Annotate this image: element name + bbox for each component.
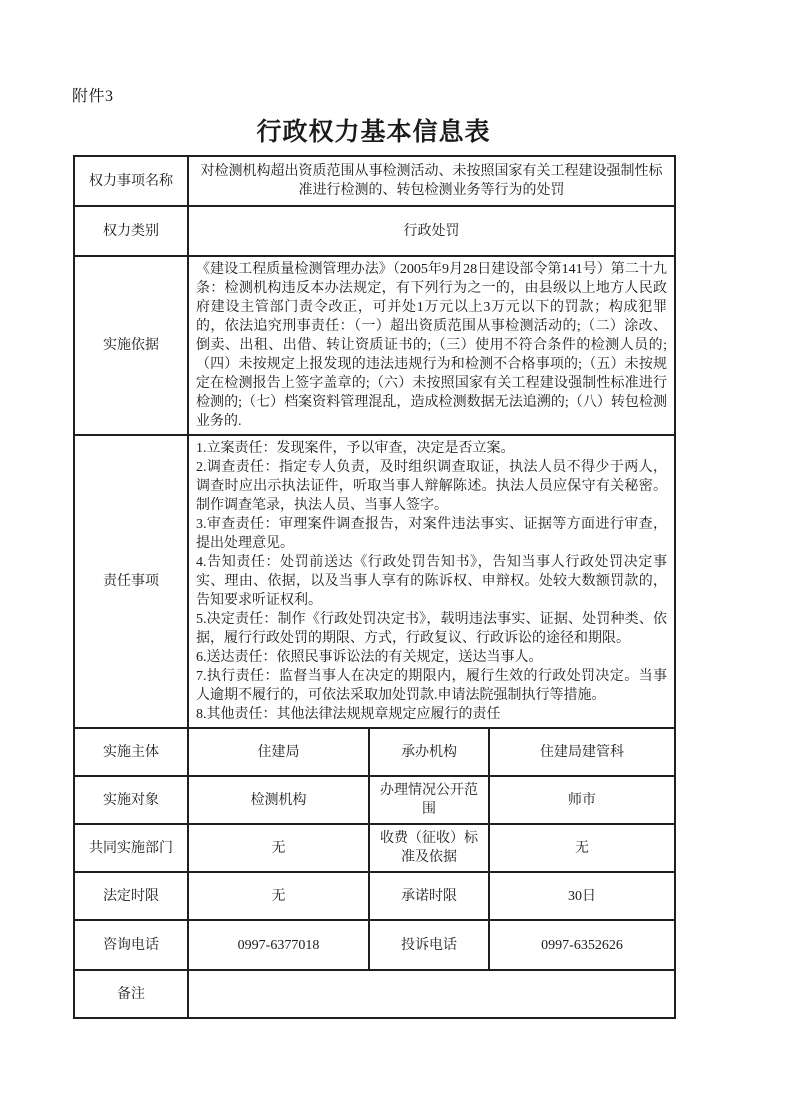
- item-name-value: 对检测机构超出资质范围从事检测活动、未按照国家有关工程建设强制性标准进行检测的、转包检测业务等行为的处罚: [188, 156, 675, 206]
- row-phones: [74, 920, 675, 970]
- duties-label: 责任事项: [74, 435, 188, 728]
- duty-item-2: 2.调查责任：指定专人负责，及时组织调查取证，执法人员不得少于两人，调查时应出示执法证件，听取当事人辩解陈述。执法人员应保守有关秘密。制作调查笔录，执法人员、当事人签字。: [196, 460, 667, 513]
- legal-limit-value: 无: [188, 872, 369, 920]
- page-title: 行政权力基本信息表: [256, 119, 491, 146]
- duties-value: [188, 435, 675, 728]
- disclosure-label: 办理情况公开范围: [369, 776, 489, 824]
- remark-label: 备注: [74, 970, 188, 1018]
- legal-basis-label: 实施依据: [74, 256, 188, 435]
- info-table: [73, 155, 676, 1019]
- duty-item-6: 6.送达责任：依照民事诉讼法的有关规定，送达当事人。: [196, 650, 543, 665]
- duty-item-4: 4.告知责任：处罚前送达《行政处罚告知书》，告知当事人行政处罚决定事实、理由、依据，以及当事人享有的陈诉权、申辩权。处较大数额罚款的，告知要求听证权利。: [196, 555, 667, 608]
- power-type-value: 行政处罚: [188, 206, 675, 256]
- promise-limit-value: 30日: [489, 872, 675, 920]
- consult-phone-value: 0997-6377018: [188, 920, 369, 970]
- duty-item-7: 7.执行责任：监督当事人在决定的期限内，履行生效的行政处罚决定。当事人逾期不履行的，可依法采取加处罚款.申请法院强制执行等措施。: [196, 669, 667, 703]
- fee-value: 无: [489, 824, 675, 872]
- joint-value: 无: [188, 824, 369, 872]
- row-duties: [74, 435, 675, 728]
- row-power-type: [74, 206, 675, 256]
- complaint-phone-label: 投诉电话: [369, 920, 489, 970]
- row-time-limit: [74, 872, 675, 920]
- implementer-value: 住建局: [188, 728, 369, 776]
- duty-item-3: 3.审查责任：审理案件调查报告，对案件违法事实、证据等方面进行审查，提出处理意见。: [196, 517, 667, 551]
- disclosure-value: 师市: [489, 776, 675, 824]
- remark-value: [188, 970, 675, 1018]
- target-value: 检测机构: [188, 776, 369, 824]
- promise-limit-label: 承诺时限: [369, 872, 489, 920]
- duty-item-5: 5.决定责任：制作《行政处罚决定书》，载明违法事实、证据、处罚种类、依据，履行行政处罚的期限、方式，行政复议、行政诉讼的途径和期限。: [196, 612, 667, 646]
- duty-item-1: 1.立案责任：发现案件，予以审查，决定是否立案。: [196, 441, 515, 456]
- legal-limit-label: 法定时限: [74, 872, 188, 920]
- row-implementer: [74, 728, 675, 776]
- row-item-name: [74, 156, 675, 206]
- undertaker-label: 承办机构: [369, 728, 489, 776]
- consult-phone-label: 咨询电话: [74, 920, 188, 970]
- legal-basis-value: 《建设工程质量检测管理办法》（2005年9月28日建设部令第141号）第二十九条：检测机构违反本办法规定，有下列行为之一的，由县级以上地方人民政府建设主管部门责令改正，可并处1万元以上3万元以下的罚款；构成犯罪的，依法追究刑事责任：（一）超出资质范围从事检测活动的;（二）涂改、倒卖、出租、出借、转让资质证书的;（三）使用不符合条件的检测人员的;（四）未按规定上报发现的违法违规行为和检测不合格事项的;（五）未按规定在检测报告上签字盖章的;（六）未按照国家有关工程建设强制性标准进行检测的;（七）档案资料管理混乱，造成检测数据无法追溯的;（八）转包检测业务的.: [188, 256, 675, 435]
- item-name-label: 权力事项名称: [74, 156, 188, 206]
- duty-item-8: 8.其他责任：其他法律法规规章规定应履行的责任: [196, 707, 501, 722]
- row-legal-basis: [74, 256, 675, 435]
- row-joint: [74, 824, 675, 872]
- target-label: 实施对象: [74, 776, 188, 824]
- row-remark: [74, 970, 675, 1018]
- row-target: [74, 776, 675, 824]
- implementer-label: 实施主体: [74, 728, 188, 776]
- attachment-label: 附件3: [72, 88, 114, 105]
- joint-label: 共同实施部门: [74, 824, 188, 872]
- complaint-phone-value: 0997-6352626: [489, 920, 675, 970]
- undertaker-value: 住建局建管科: [489, 728, 675, 776]
- fee-label: 收费（征收）标准及依据: [369, 824, 489, 872]
- power-type-label: 权力类别: [74, 206, 188, 256]
